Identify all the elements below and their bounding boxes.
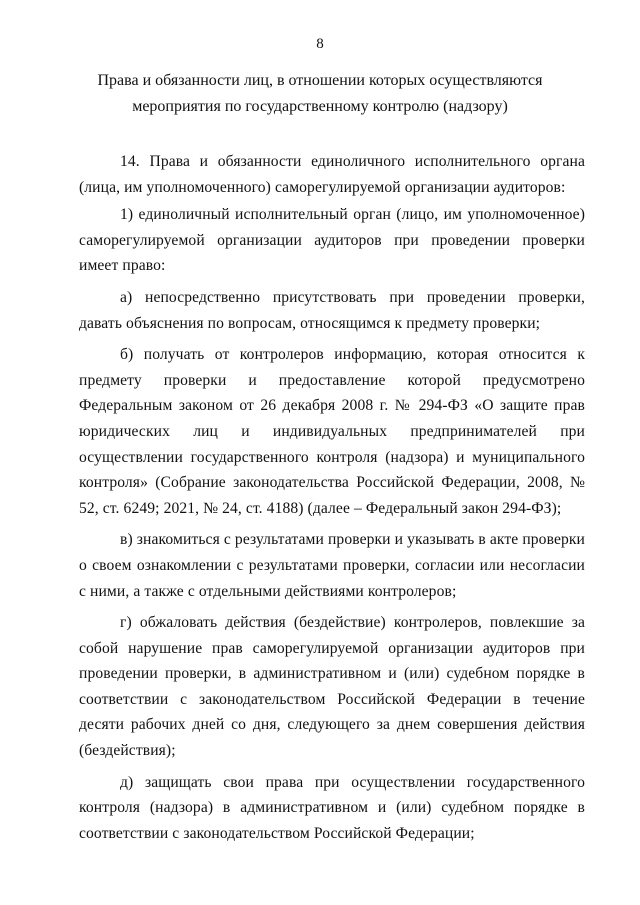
paragraph-14-1-a: а) непосредственно присутствовать при проведении проверки, давать объяснения по вопросам, относящимся к предмету проверки; [79,288,585,332]
paragraph-14-1: 1) единоличный исполнительный орган (лицо, им уполномоченное) саморегулируемой организации аудиторов при проведении проверки имеет право: [79,206,585,275]
paragraph-14: 14. Права и обязанности единоличного исполнительного органа (лица, им уполномоченного) саморегулируемой организации аудиторов: [79,153,585,196]
section-heading-line-2: мероприятия по государственному контролю (надзору) [132,98,508,115]
page-number: 8 [316,36,324,52]
paragraph-14-1-v: в) знакомиться с результатами проверки и указывать в акте проверки о своем ознакомлении с результатами проверки, согласии или несогласии с ними, а также с отдельными действиями контролеров; [79,531,585,600]
paragraph-14-1-b: б) получать от контролеров информацию, которая относится к предмету проверки и предоставление которой предусмотрено Федеральным законом от 26 декабря 2008 г. № 294-ФЗ «О защите прав юридических лиц и индивидуальных предпринимателей при осуществлении государственного контроля (надзора) и муниципального контроля» (Собрание законодательства Российской Федерации, 2008, № 52, ст. 6249; 2021, № 24, ст. 4188) (далее – Федеральный закон 294-ФЗ); [79,346,585,517]
section-heading-line-1: Права и обязанности лиц, в отношении которых осуществляются [97,72,543,89]
document-body [79,149,585,848]
paragraph-14-1-d: д) защищать свои права при осуществлении государственного контроля (надзора) в административном и (или) судебном порядке в соответствии с законодательством Российской Федерации; [79,773,585,842]
paragraph-14-1-g: г) обжаловать действия (бездействие) контролеров, повлекшие за собой нарушение прав саморегулируемой организации аудиторов при проведении проверки, в административном и (или) судебном порядке в соответствии с законодательством Российской Федерации в течение десяти рабочих дней со дня, следующего за днем совершения действия (бездействия); [79,614,585,760]
